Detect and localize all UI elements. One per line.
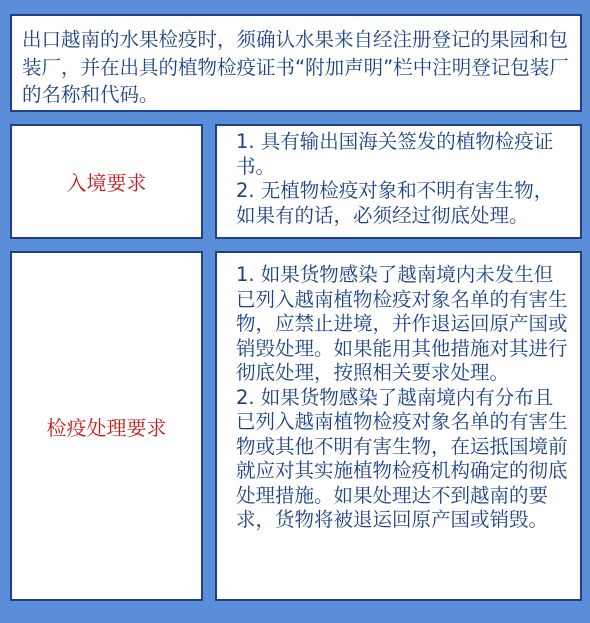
entry-requirements-label-cell (10, 124, 203, 239)
treatment-requirements-content-cell (215, 251, 582, 601)
treatment-requirements-label: 检疫处理要求 (46, 415, 167, 440)
treatment-requirement-item-1: 1. 如果货物感染了越南境内未发生但已列入越南植物检疫对象名单的有害生物，应禁止进境，并作退运回原产国或销毁处理。如果能用其他措施对其进行彻底处理，按照相关要求处理。 (236, 263, 568, 384)
treatment-requirement-item-2: 2. 如果货物感染了越南境内有分布且已列入越南植物检疫对象名单的有害生物或其他不明有害生物，在运抵国境前就应对其实施植物检疫机构确定的彻底处理措施。如果处理达不到越南的要求，货物将被退运回原产国或销毁。 (236, 385, 568, 531)
intro-box (10, 14, 582, 112)
entry-requirement-item-1: 1. 具有输出国海关签发的植物检疫证书。 (236, 130, 554, 178)
treatment-requirements-label-cell (10, 251, 203, 601)
entry-requirement-item-2: 2. 无植物检疫对象和不明有害生物，如果有的话，必须经过彻底处理。 (236, 179, 554, 227)
entry-requirements-content-cell (215, 124, 582, 239)
intro-text: 出口越南的水果检疫时，须确认水果来自经注册登记的果园和包装厂，并在出具的植物检疫证书“附加声明”栏中注明登记包装厂的名称和代码。 (22, 28, 569, 106)
entry-requirements-label: 入境要求 (66, 171, 147, 195)
